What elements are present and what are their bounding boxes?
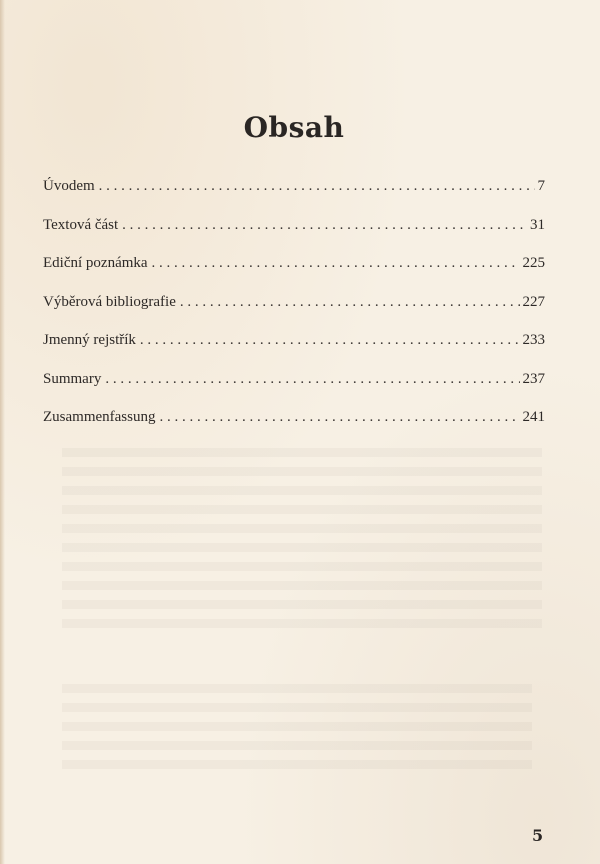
toc-entry-label: Summary bbox=[43, 370, 102, 387]
toc-entry-label: Jmenný rejstřík bbox=[43, 332, 136, 348]
toc-entry-label: Výběrová bibliografie bbox=[43, 293, 176, 310]
toc-entry-vyberova-bibliografie[interactable] bbox=[43, 294, 545, 333]
page-title: Obsah bbox=[243, 110, 345, 144]
toc-entry-page: 31 bbox=[530, 216, 545, 233]
page-number: 5 bbox=[532, 826, 544, 845]
toc-entry-zusammenfassung[interactable] bbox=[43, 409, 545, 448]
toc-entry-page: 225 bbox=[522, 255, 545, 271]
show-through-text-upper bbox=[62, 448, 542, 638]
toc-entry-jmenny-rejstrik[interactable] bbox=[43, 332, 545, 371]
toc-entry-textova-cast[interactable] bbox=[43, 217, 545, 256]
toc-entry-page: 7 bbox=[537, 178, 545, 194]
toc-entry-label: Ediční poznámka bbox=[43, 255, 148, 271]
toc-leader-dots bbox=[140, 332, 520, 349]
toc-entry-page: 233 bbox=[522, 332, 545, 348]
toc-entry-label: Úvodem bbox=[43, 178, 95, 194]
toc-leader-dots bbox=[159, 409, 519, 426]
toc-entry-label: Zusammenfassung bbox=[43, 409, 156, 425]
toc-leader-dots bbox=[99, 178, 535, 195]
toc-leader-dots bbox=[152, 255, 520, 272]
show-through-text-lower bbox=[62, 684, 532, 779]
toc-entry-uvodem[interactable] bbox=[43, 178, 545, 217]
toc-leader-dots bbox=[105, 371, 519, 388]
toc-entry-edicni-poznamka[interactable] bbox=[43, 255, 545, 294]
toc-entry-label: Textová část bbox=[43, 216, 119, 233]
toc-leader-dots bbox=[180, 294, 520, 311]
toc-entry-summary[interactable] bbox=[43, 371, 545, 410]
toc-entry-page: 241 bbox=[522, 409, 545, 425]
toc-leader-dots bbox=[122, 217, 527, 234]
toc-entry-page: 227 bbox=[522, 293, 545, 310]
table-of-contents bbox=[43, 178, 545, 448]
toc-entry-page: 237 bbox=[522, 370, 545, 387]
